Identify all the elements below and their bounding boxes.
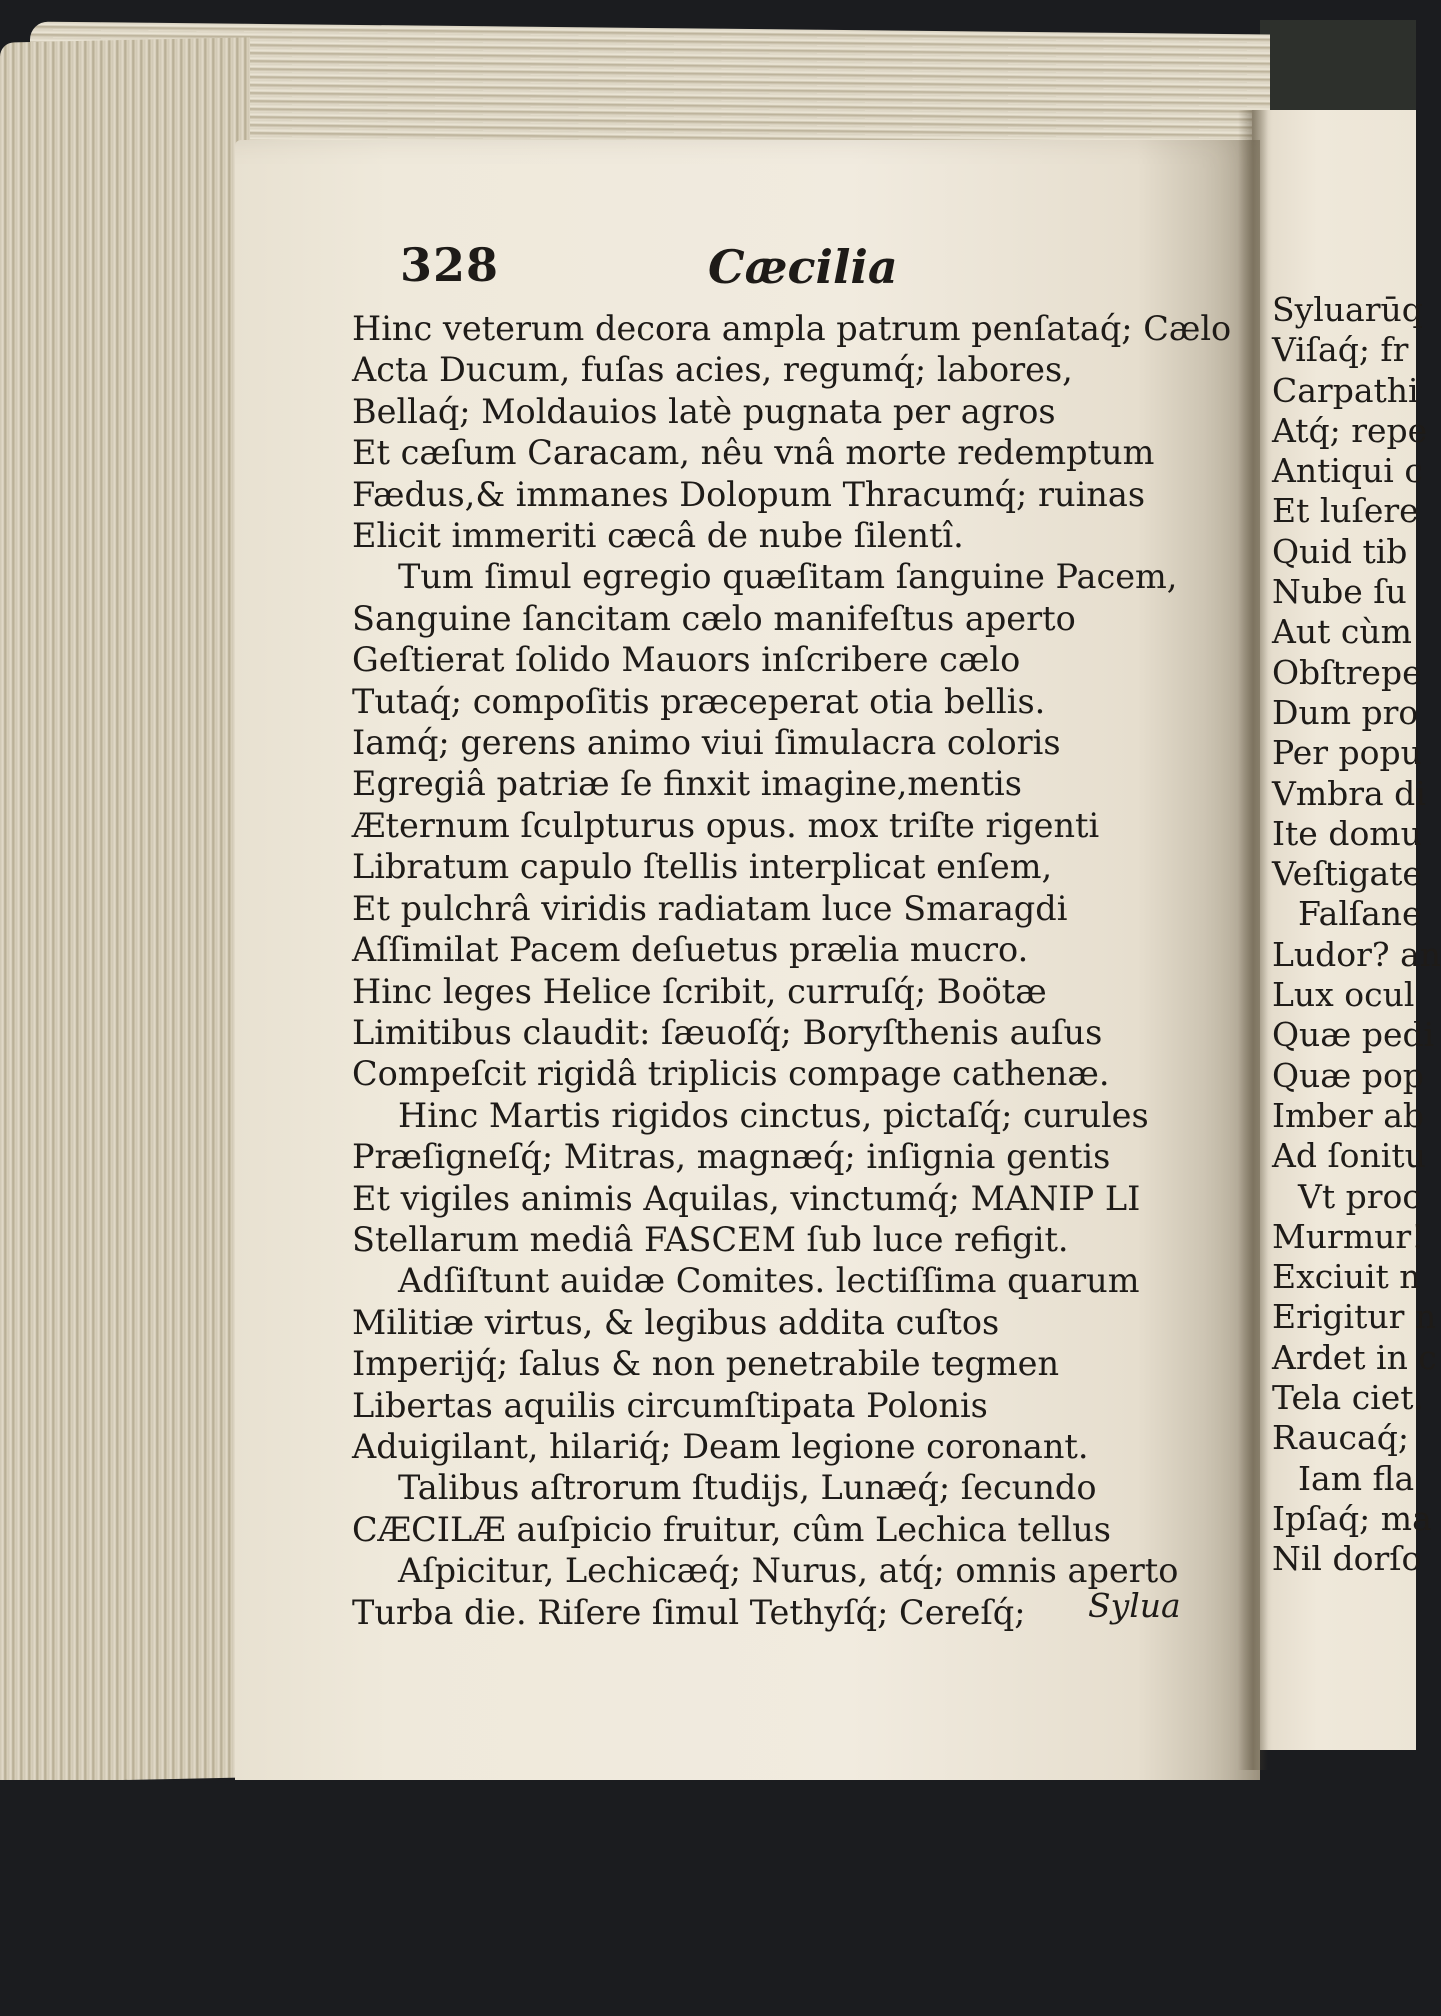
- text-line: Acta Ducum, fuſas acies, regumq́; labores,: [352, 350, 1073, 390]
- text-line: Falſane: [1298, 894, 1422, 934]
- page-number: 328: [400, 238, 500, 292]
- text-line: Veſtigate: [1272, 854, 1422, 894]
- text-line: Et vigiles animis Aquilas, vinctumq́; MANIP LI: [352, 1178, 1141, 1218]
- text-line: Ardet in c: [1272, 1337, 1437, 1377]
- text-line: Aduigilant, hilariq́; Deam legione coronant.: [352, 1426, 1089, 1466]
- book-gutter: [1238, 110, 1268, 1770]
- recto-text-fragment: [1272, 290, 1441, 1580]
- text-line: Limitibus claudit: ſæuoſq́; Boryſthenis auſus: [352, 1012, 1103, 1052]
- text-line: Aut cùm: [1272, 612, 1412, 652]
- text-line: Tela ciet.: [1272, 1378, 1425, 1418]
- text-line: Sanguine ſancitam cælo manifeſtus aperto: [352, 598, 1076, 638]
- text-line: Nube ſu: [1272, 572, 1407, 612]
- text-line: Compeſcit rigidâ triplicis compage cathenæ.: [352, 1054, 1110, 1094]
- text-line: Talibus aſtrorum ſtudijs, Lunæq́; ſecundo: [398, 1468, 1097, 1508]
- text-line: Stellarum mediâ FASCEM ſub luce refigit.: [352, 1219, 1069, 1259]
- text-line: Et luſere: [1272, 491, 1419, 531]
- catchword: Sylua: [1088, 1586, 1181, 1625]
- text-line: Hinc Martis rigidos cinctus, pictaſq́; curules: [398, 1095, 1149, 1135]
- text-line: Imber ab: [1272, 1095, 1425, 1135]
- page-header: [352, 238, 1232, 308]
- text-line: Obſtrepe: [1272, 652, 1422, 692]
- text-line: Iam fla: [1298, 1458, 1415, 1498]
- text-line: Fædus,& immanes Dolopum Thracumq́; ruinas: [352, 474, 1146, 514]
- text-line: CÆCILÆ auſpicio fruitur, cûm Lechica tellus: [352, 1509, 1111, 1549]
- text-line: Æternum ſculpturus opus. mox triſte rigenti: [352, 805, 1100, 845]
- text-line: Dum pro: [1272, 692, 1419, 732]
- text-line: Libertas aquilis circumſtipata Polonis: [352, 1385, 988, 1425]
- verse-lines: [352, 308, 1232, 1633]
- text-line: Quæ pop: [1272, 1055, 1424, 1095]
- text-line: Præſigneſq́; Mitras, magnæq́; inſignia gentis: [352, 1137, 1111, 1177]
- running-title: Cæcilia: [708, 240, 898, 294]
- text-line: Tum ſimul egregio quæſitam ſanguine Pacem,: [398, 557, 1178, 597]
- text-line: Ipſaq́; ma: [1272, 1498, 1432, 1538]
- text-line: Et pulchrâ viridis radiatam luce Smaragdi: [352, 888, 1068, 928]
- text-line: Lux ocul: [1272, 975, 1415, 1015]
- text-line: Nil dorſo: [1272, 1539, 1422, 1579]
- text-line: Viſaq́; fr: [1272, 330, 1409, 370]
- text-line: Atq́; repe: [1272, 410, 1428, 450]
- text-line: Ludor? an: [1272, 934, 1441, 974]
- text-line: Bellaq́; Moldauios latè pugnata per agros: [352, 391, 1056, 431]
- text-line: Ite domu: [1272, 813, 1422, 853]
- text-line: Elicit immeriti cæcâ de nube ſilentî.: [352, 516, 964, 556]
- text-line: Vmbra di: [1272, 773, 1426, 813]
- text-line: Murmur!: [1272, 1216, 1425, 1256]
- background-surface: [0, 1780, 1416, 2016]
- text-line: Hinc veterum decora ampla patrum penſataq́; Cælo: [352, 309, 1232, 348]
- text-line: Aſſimilat Pacem deſuetus prælia mucro.: [352, 930, 1029, 970]
- text-line: Militiæ virtus, & legibus addita cuſtos: [352, 1302, 1000, 1342]
- page-stack-fore-edge: [0, 37, 250, 1782]
- text-line: Ad ſonitu: [1272, 1136, 1426, 1176]
- text-line: Per popu: [1272, 733, 1422, 773]
- text-line: Et cæſum Caracam, nêu vnâ morte redemptum: [352, 433, 1155, 473]
- text-line: Geſtierat ſolido Mauors inſcribere cælo: [352, 640, 1021, 680]
- text-line: Tutaq́; compoſitis præceperat otia bellis.: [352, 681, 1046, 721]
- text-line: Iamq́; gerens animo viui ſimulacra coloris: [352, 723, 1061, 763]
- verso-text-block: [352, 238, 1232, 1633]
- text-line: Erigitur n: [1272, 1297, 1437, 1337]
- text-line: Carpathi: [1272, 370, 1419, 410]
- text-line: Vt proc: [1298, 1176, 1421, 1216]
- text-line: Hinc leges Helice ſcribit, curruſq́; Boötæ: [352, 971, 1047, 1011]
- text-line: Quid tib: [1272, 531, 1408, 571]
- text-line: Imperijq́; ſalus & non penetrabile tegmen: [352, 1344, 1060, 1384]
- text-line: Raucaq́;: [1272, 1418, 1409, 1458]
- text-line: Exciuit n: [1272, 1257, 1421, 1297]
- text-line: Aſpicitur, Lechicæq́; Nurus, atq́; omnis aperto: [398, 1551, 1179, 1591]
- text-line: Adſiſtunt auidæ Comites. lectiſſima quarum: [398, 1261, 1140, 1301]
- text-line: Antiqui c: [1272, 451, 1423, 491]
- text-line: Egregiâ patriæ ſe finxit imagine,mentis: [352, 764, 1022, 804]
- text-line: Libratum capulo ſtellis interplicat enſem,: [352, 847, 1053, 887]
- text-line: Syluarūq: [1272, 290, 1423, 329]
- text-line: Turba die. Riſere ſimul Tethyſq́; Cereſq́;: [352, 1592, 1026, 1632]
- text-line: Quæ pedi: [1272, 1015, 1435, 1055]
